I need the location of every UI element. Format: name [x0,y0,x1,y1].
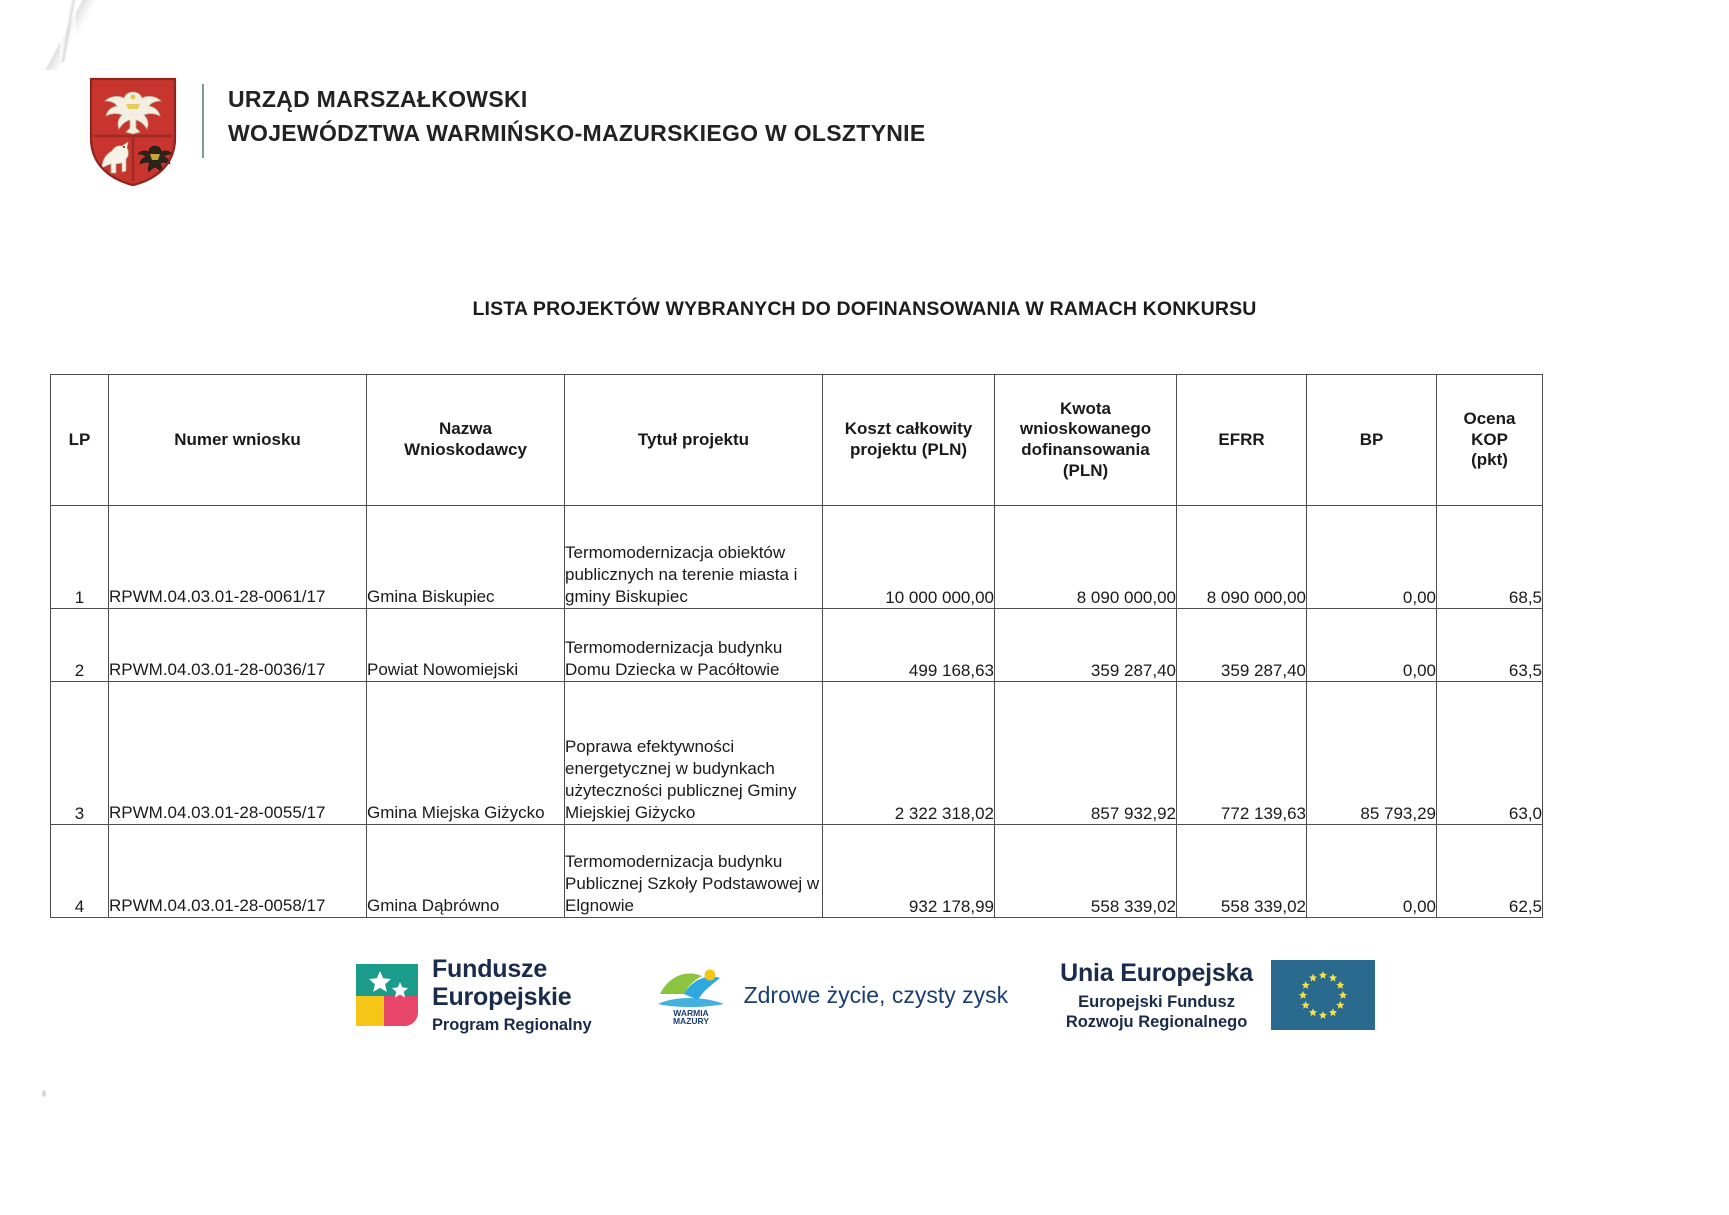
cell-bp: 0,00 [1307,825,1437,918]
cell-tytul: Termomodernizacja budynku Publicznej Szkoły Podstawowej w Elgnowie [565,825,823,918]
scan-speck [42,1090,46,1097]
table-row [51,682,1543,825]
column-header-nazwa-line-2: Wnioskodawcy [404,440,527,459]
letterhead-line-1: URZĄD MARSZAŁKOWSKI [228,86,528,112]
cell-koszt: 932 178,99 [823,825,995,918]
column-header-efrr: EFRR [1177,375,1307,506]
fe-line-1: Fundusze [431,955,548,984]
column-header-ocena-kop [1437,375,1543,506]
column-header-ocena-line-3: (pkt) [1471,450,1508,470]
column-header-koszt-line-2: projektu (PLN) [849,440,968,459]
logo-unia-europejska [1060,958,1375,1033]
fe-line-3: Program Regionalny [431,1016,592,1035]
column-header-bp: BP [1307,375,1437,506]
cell-tytul: Termomodernizacja obiektów publicznych na terenie miasta i gminy Biskupiec [565,506,823,609]
column-header-kwota-dofinansowania [995,375,1177,506]
cell-numer: RPWM.04.03.01-28-0061/17 [109,506,367,609]
cell-tytul: Termomodernizacja budynku Domu Dziecka w Pacółtowie [565,609,823,682]
column-header-kwota-line-1: Kwota [1060,398,1111,418]
cell-numer: RPWM.04.03.01-28-0036/17 [109,609,367,682]
table-header-row [51,375,1543,506]
letterhead-line-2: WOJEWÓDZTWA WARMIŃSKO-MAZURSKIEGO W OLSZTYNIE [228,120,926,146]
column-header-kwota-line-4: (PLN) [1062,460,1109,480]
cell-kwota: 857 932,92 [995,682,1177,825]
cell-lp: 2 [51,609,109,682]
logo-fundusze-europejskie [354,955,592,1034]
logo-warmia-mazury [654,964,1009,1026]
eu-flag-icon [1271,960,1375,1030]
fundusze-europejskie-mark-icon [354,962,420,1028]
column-header-ocena-line-1: Ocena [1463,408,1516,428]
cell-efrr: 359 287,40 [1177,609,1307,682]
column-header-tytul-projektu: Tytuł projektu [565,375,823,506]
unia-europejska-wordmark [1060,958,1253,1033]
scan-artifact-fold [60,0,76,62]
letterhead-divider [202,84,204,158]
fundusze-europejskie-wordmark [432,955,592,1034]
scan-artifact-corner [0,0,120,70]
cell-lp: 4 [51,825,109,918]
cell-nazwa: Gmina Dąbrówno [367,825,565,918]
warmia-mazury-claim: Zdrowe życie, czysty zysk [743,981,1009,1008]
table-row [51,609,1543,682]
eu-line-3: Rozwoju Regionalnego [1065,1013,1248,1032]
cell-koszt: 499 168,63 [823,609,995,682]
cell-koszt: 10 000 000,00 [823,506,995,609]
warmia-mazury-mark-icon [654,964,728,1026]
cell-kwota: 359 287,40 [995,609,1177,682]
projects-table-container [50,374,1542,918]
cell-efrr: 8 090 000,00 [1177,506,1307,609]
cell-lp: 3 [51,682,109,825]
cell-bp: 85 793,29 [1307,682,1437,825]
page-title: LISTA PROJEKTÓW WYBRANYCH DO DOFINANSOWANIA W RAMACH KONKURSU [472,298,1257,320]
footer-logo-bar [0,940,1729,1050]
column-header-nazwa-line-1: Nazwa [439,419,492,439]
cell-nazwa: Gmina Miejska Giżycko [367,682,565,825]
cell-ocena: 68,5 [1437,506,1543,609]
eu-line-2: Europejski Fundusz [1078,993,1235,1012]
column-header-koszt-calkowity [823,375,995,506]
cell-efrr: 558 339,02 [1177,825,1307,918]
cell-numer: RPWM.04.03.01-28-0058/17 [109,825,367,918]
cell-lp: 1 [51,506,109,609]
column-header-numer-wniosku: Numer wniosku [109,375,367,506]
cell-tytul: Poprawa efektywności energetycznej w budynkach użyteczności publicznej Gminy Miejskiej Giżycko [565,682,823,825]
fe-line-2: Europejskie [431,983,572,1012]
table-row [51,825,1543,918]
column-header-lp: LP [51,375,109,506]
column-header-nazwa-wnioskodawcy [367,375,565,506]
column-header-kwota-line-2: wnioskowanego [1019,419,1152,439]
table-row [51,506,1543,609]
cell-nazwa: Gmina Biskupiec [367,506,565,609]
cell-numer: RPWM.04.03.01-28-0055/17 [109,682,367,825]
cell-ocena: 62,5 [1437,825,1543,918]
cell-kwota: 558 339,02 [995,825,1177,918]
cell-koszt: 2 322 318,02 [823,682,995,825]
letterhead [88,76,926,188]
column-header-ocena-line-2: KOP [1471,429,1508,449]
cell-ocena: 63,0 [1437,682,1543,825]
eu-line-1: Unia Europejska [1060,958,1254,987]
coat-of-arms-icon [88,76,178,188]
warmia-mark-text-1: WARMIA [672,1008,709,1018]
cell-bp: 0,00 [1307,506,1437,609]
warmia-mark-text-2: MAZURY [672,1016,709,1026]
cell-ocena: 63,5 [1437,609,1543,682]
cell-bp: 0,00 [1307,609,1437,682]
column-header-kwota-line-3: dofinansowania [1021,440,1150,459]
column-header-koszt-line-1: Koszt całkowity [844,419,973,439]
cell-efrr: 772 139,63 [1177,682,1307,825]
letterhead-text [228,86,926,147]
cell-kwota: 8 090 000,00 [995,506,1177,609]
projects-table [50,374,1543,918]
cell-nazwa: Powiat Nowomiejski [367,609,565,682]
